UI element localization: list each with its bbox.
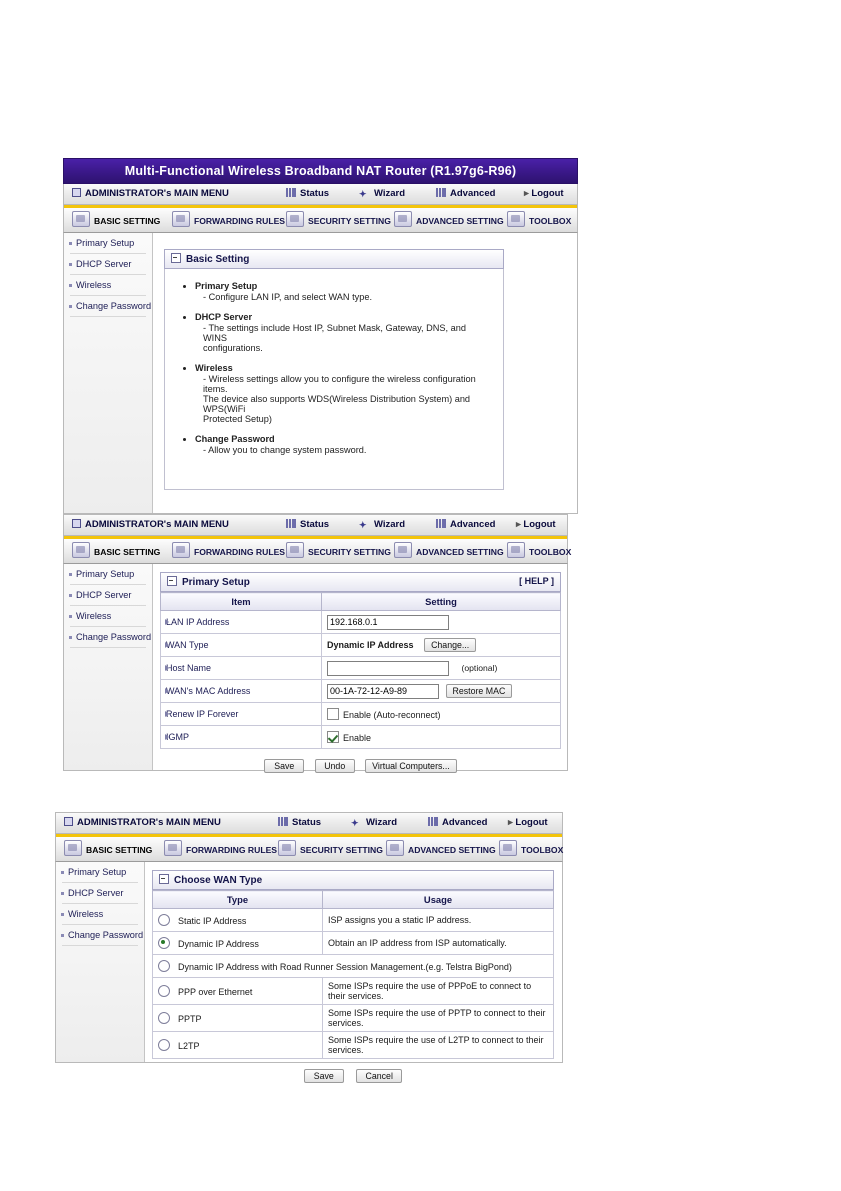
main-menu-bar-2 (63, 514, 568, 536)
host-name-note: (optional) (461, 663, 498, 673)
wan-type-cell-pppoe[interactable] (153, 978, 323, 1005)
pencil-icon (72, 542, 90, 558)
igmp-label: Enable (343, 733, 372, 743)
wan-usage-dynamic-ip: Obtain an IP address from ISP automatically. (323, 932, 554, 955)
row-value-lan-ip (322, 611, 561, 634)
gear-icon (394, 542, 412, 558)
menu-square-icon (64, 817, 73, 826)
advanced-icon (436, 188, 446, 197)
sidebar-item-dhcp-server[interactable] (64, 585, 152, 605)
row-label-lan-ip: LAN IP Address (161, 611, 322, 634)
radio-l2tp[interactable] (158, 1039, 170, 1051)
sidebar-item-label: Change Password (76, 301, 152, 311)
status-icon (286, 188, 296, 197)
radio-dynamic-ip[interactable] (158, 937, 170, 949)
table-row (161, 634, 561, 657)
content-3 (144, 862, 562, 1097)
wan-type-cell-l2tp[interactable] (153, 1032, 323, 1059)
card-header-basic-setting: Basic Setting (164, 249, 504, 269)
status-icon (286, 519, 296, 528)
row-label-renew-ip: Renew IP Forever (161, 703, 322, 726)
desc-line: configurations. (203, 343, 263, 353)
menu-item-status[interactable]: Status (286, 188, 329, 199)
tab-advanced-setting[interactable]: ADVANCED SETTING (394, 211, 504, 227)
sidebar-item-label: Wireless (68, 909, 104, 919)
tab-security-setting[interactable]: SECURITY SETTING (278, 840, 383, 856)
toolbox-icon (507, 211, 525, 227)
row-value-wan-type (322, 634, 561, 657)
gear-icon (386, 840, 404, 856)
logout-arrow-icon: ▸ (516, 519, 524, 530)
wan-type-cell-road-runner[interactable] (153, 955, 554, 978)
row-value-renew-ip (322, 703, 561, 726)
radio-road-runner[interactable] (158, 960, 170, 972)
wan-usage-pptp: Some ISPs require the use of PPTP to connect to their services. (323, 1005, 554, 1032)
tab-toolbox[interactable]: TOOLBOX (499, 840, 563, 856)
desc-line: - Allow you to change system password. (203, 445, 367, 455)
tab-toolbox[interactable]: TOOLBOX (507, 542, 571, 558)
wan-usage-static-ip: ISP assigns you a static IP address. (323, 909, 554, 932)
gear-icon (394, 211, 412, 227)
content-1 (152, 233, 577, 506)
collapse-icon[interactable] (159, 874, 169, 884)
table-row (161, 611, 561, 634)
table-header-row (161, 593, 561, 611)
radio-static-ip[interactable] (158, 914, 170, 926)
row-value-host-name (322, 657, 561, 680)
list-item: • Wireless - Wireless settings allow you to configure the wireless configuration items. The device also supports WDS(Wireless Distribution System) and WPS(WiFi Protected Setup) (195, 363, 489, 424)
table-row (161, 680, 561, 703)
renew-ip-label: Enable (Auto-reconnect) (343, 710, 441, 720)
wan-usage-pppoe: Some ISPs require the use of PPPoE to connect to their services. (323, 978, 554, 1005)
sidebar-item-label: Wireless (76, 280, 112, 290)
card-header-choose-wan-type: Choose WAN Type (152, 870, 554, 890)
table-row (161, 703, 561, 726)
wan-type-cell-pptp[interactable] (153, 1005, 323, 1032)
sidebar-item-label: Change Password (76, 632, 152, 642)
sidebar-item-label: Change Password (68, 930, 144, 940)
table-header-row (153, 891, 554, 909)
divider (70, 316, 146, 317)
change-wan-type-button[interactable]: Change... (424, 638, 476, 652)
column-header-setting: Setting (322, 593, 561, 611)
advanced-icon (436, 519, 446, 528)
sidebar-item-dhcp-server[interactable] (56, 883, 144, 903)
wan-type-label: PPP over Ethernet (178, 987, 253, 997)
menu-item-status[interactable]: Status (286, 519, 329, 530)
sidebar-item-label: Primary Setup (68, 867, 127, 877)
menu-item-advanced[interactable]: Advanced (436, 519, 495, 530)
tab-security-setting[interactable]: SECURITY SETTING (286, 542, 391, 558)
table-row (161, 726, 561, 749)
wan-type-label: Dynamic IP Address (178, 939, 259, 949)
menu-item-logout[interactable]: ▸ Logout (524, 188, 564, 199)
router-ui-screenshot-2 (63, 514, 572, 771)
radio-pppoe[interactable] (158, 985, 170, 997)
status-icon (278, 817, 288, 826)
menu-item-advanced[interactable]: Advanced (428, 817, 487, 828)
content-2 (152, 564, 567, 787)
wizard-icon: ✦ (351, 818, 359, 828)
sidebar-item-change-password[interactable] (64, 296, 152, 316)
sidebar-item-label: DHCP Server (76, 590, 132, 600)
menu-item-wizard[interactable]: ✦ Wizard (359, 519, 406, 530)
sidebar-item-label: DHCP Server (68, 888, 124, 898)
pencil-icon (72, 211, 90, 227)
help-link[interactable]: [ HELP ] (519, 576, 554, 586)
primary-setup-table (160, 592, 561, 749)
list-item: • Primary Setup - Configure LAN IP, and select WAN type. (195, 281, 489, 302)
admin-main-menu-label: ADMINISTRATOR's MAIN MENU (72, 188, 229, 199)
table-row (161, 657, 561, 680)
table-row (153, 932, 554, 955)
main-menu-bar (63, 184, 578, 205)
wizard-icon: ✦ (359, 520, 367, 530)
sidebar-item-primary-setup[interactable] (64, 233, 152, 253)
arrow-icon (164, 840, 182, 856)
list-item: • Change Password - Allow you to change system password. (195, 434, 489, 455)
sidebar-item-wireless[interactable] (64, 275, 152, 295)
undo-button[interactable]: Undo (315, 759, 355, 773)
tab-forwarding-rules[interactable]: FORWARDING RULES (164, 840, 277, 856)
toolbox-icon (499, 840, 517, 856)
wan-type-label: Dynamic IP Address with Road Runner Session Management.(e.g. Telstra BigPond) (178, 962, 512, 972)
host-name-input[interactable] (327, 661, 449, 676)
menu-item-status[interactable]: Status (278, 817, 321, 828)
menu-item-logout[interactable]: ▸ Logout (516, 519, 556, 530)
lan-ip-address-input[interactable] (327, 615, 449, 630)
row-label-igmp: IGMP (161, 726, 322, 749)
panel-body-2 (63, 564, 568, 771)
menu-item-wizard[interactable]: ✦ Wizard (351, 817, 398, 828)
collapse-icon[interactable] (171, 253, 181, 263)
row-label-wan-mac: WAN's MAC Address (161, 680, 322, 703)
arrow-icon (172, 542, 190, 558)
tab-forwarding-rules[interactable]: FORWARDING RULES (172, 211, 285, 227)
sidebar-item-primary-setup[interactable] (64, 564, 152, 584)
sidebar-item-label: DHCP Server (76, 259, 132, 269)
logout-arrow-icon: ▸ (508, 817, 516, 828)
choose-wan-type-button-row (152, 1059, 554, 1089)
sidebar-item-dhcp-server[interactable] (64, 254, 152, 274)
tab-advanced-setting[interactable]: ADVANCED SETTING (386, 840, 496, 856)
table-row (153, 978, 554, 1005)
row-value-igmp (322, 726, 561, 749)
save-button[interactable]: Save (264, 759, 304, 773)
restore-mac-button[interactable]: Restore MAC (446, 684, 513, 698)
table-row (153, 1005, 554, 1032)
renew-ip-forever-checkbox[interactable] (327, 708, 339, 720)
tab-bar-3 (55, 837, 563, 862)
divider (62, 945, 138, 946)
sidebar-item-change-password[interactable] (56, 925, 144, 945)
tab-bar-1 (63, 208, 578, 233)
sidebar-item-wireless[interactable] (64, 606, 152, 626)
admin-main-menu-label: ADMINISTRATOR's MAIN MENU (64, 817, 221, 828)
wan-usage-l2tp: Some ISPs require the use of L2TP to connect to their services. (323, 1032, 554, 1059)
tab-forwarding-rules[interactable]: FORWARDING RULES (172, 542, 285, 558)
sidebar-item-change-password[interactable] (64, 627, 152, 647)
radio-pptp[interactable] (158, 1012, 170, 1024)
table-row (153, 909, 554, 932)
cancel-button[interactable]: Cancel (356, 1069, 402, 1083)
pencil-icon (64, 840, 82, 856)
router-ui-screenshot-3 (55, 812, 564, 1081)
save-button[interactable]: Save (304, 1069, 344, 1083)
sidebar-item-wireless[interactable] (56, 904, 144, 924)
virtual-computers-button[interactable]: Virtual Computers... (365, 759, 457, 773)
sidebar-1 (64, 233, 153, 513)
row-label-wan-type: WAN Type (161, 634, 322, 657)
tab-basic-setting[interactable]: BASIC SETTING (72, 542, 160, 558)
desc-line: - The settings include Host IP, Subnet Mask, Gateway, DNS, and WINS (203, 323, 466, 343)
primary-setup-button-row (160, 749, 561, 779)
collapse-icon[interactable] (167, 576, 177, 586)
wan-type-label: L2TP (178, 1041, 200, 1051)
product-title: Multi-Functional Wireless Broadband NAT Router (R1.97g6-R96) (63, 158, 578, 184)
menu-item-wizard[interactable]: ✦ Wizard (359, 188, 406, 199)
lock-icon (286, 542, 304, 558)
column-header-type: Type (153, 891, 323, 909)
admin-main-menu-label: ADMINISTRATOR's MAIN MENU (72, 519, 229, 530)
list-item: • DHCP Server - The settings include Host IP, Subnet Mask, Gateway, DNS, and WINS configurations. (195, 312, 489, 353)
menu-item-advanced[interactable]: Advanced (436, 188, 495, 199)
tab-bar-2 (63, 539, 572, 564)
advanced-icon (428, 817, 438, 826)
router-ui-screenshot-1 (63, 158, 578, 514)
row-label-host-name: Host Name (161, 657, 322, 680)
toolbox-icon (507, 542, 525, 558)
desc-line: - Configure LAN IP, and select WAN type. (203, 292, 373, 302)
wan-type-cell-static-ip[interactable] (153, 909, 323, 932)
igmp-checkbox[interactable] (327, 731, 339, 743)
wan-type-value: Dynamic IP Address (327, 640, 414, 650)
sidebar-item-label: Wireless (76, 611, 112, 621)
main-menu-bar-3 (55, 812, 563, 834)
tab-advanced-setting[interactable]: ADVANCED SETTING (394, 542, 504, 558)
tab-toolbox[interactable]: TOOLBOX (507, 211, 571, 227)
table-row (153, 1032, 554, 1059)
basic-setting-description (164, 269, 504, 490)
sidebar-2 (64, 564, 153, 770)
table-row (153, 955, 554, 978)
sidebar-3 (56, 862, 145, 1062)
wan-type-label: PPTP (178, 1014, 202, 1024)
panel-body-1 (63, 233, 578, 514)
column-header-usage: Usage (323, 891, 554, 909)
arrow-icon (172, 211, 190, 227)
lock-icon (278, 840, 296, 856)
sidebar-item-label: Primary Setup (76, 569, 135, 579)
wizard-icon: ✦ (359, 189, 367, 199)
lock-icon (286, 211, 304, 227)
divider (70, 647, 146, 648)
menu-square-icon (72, 519, 81, 528)
logout-arrow-icon: ▸ (524, 188, 532, 199)
menu-square-icon (72, 188, 81, 197)
menu-item-logout[interactable]: ▸ Logout (508, 817, 548, 828)
wan-type-cell-dynamic-ip[interactable] (153, 932, 323, 955)
panel-body-3 (55, 862, 563, 1081)
wan-mac-address-input[interactable] (327, 684, 439, 699)
card-header-primary-setup: Primary Setup [ HELP ] (160, 572, 561, 592)
column-header-item: Item (161, 593, 322, 611)
sidebar-item-primary-setup[interactable] (56, 862, 144, 882)
tab-basic-setting[interactable]: BASIC SETTING (72, 211, 160, 227)
desc-line: Protected Setup) (203, 414, 272, 424)
wan-type-label: Static IP Address (178, 916, 247, 926)
desc-line: - Wireless settings allow you to configure the wireless configuration items. (203, 374, 476, 394)
tab-basic-setting[interactable]: BASIC SETTING (64, 840, 152, 856)
choose-wan-type-table (152, 890, 554, 1059)
desc-line: The device also supports WDS(Wireless Distribution System) and WPS(WiFi (203, 394, 471, 414)
tab-security-setting[interactable]: SECURITY SETTING (286, 211, 391, 227)
sidebar-item-label: Primary Setup (76, 238, 135, 248)
row-value-wan-mac (322, 680, 561, 703)
